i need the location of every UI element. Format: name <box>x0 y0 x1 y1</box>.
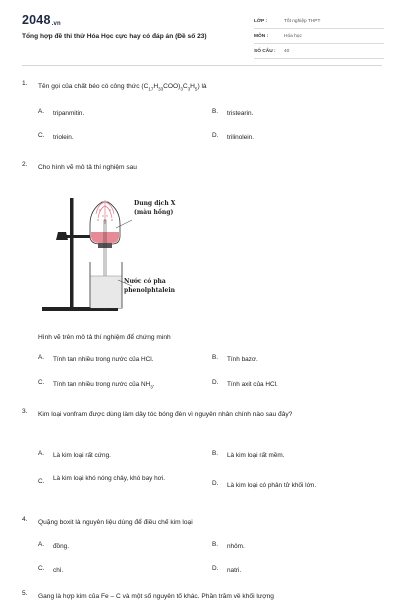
option-a[interactable]: A. đồng. <box>38 541 69 550</box>
option-d[interactable]: D. Tính axit của HCl. <box>212 379 278 388</box>
question-number: 5. <box>22 590 28 597</box>
stopper <box>98 243 112 248</box>
option-b[interactable]: B. nhôm. <box>212 541 245 550</box>
meta-label: MÔN : <box>254 33 269 39</box>
exam-meta <box>254 14 384 59</box>
meta-value: Tốt nghiệp THPT <box>284 18 321 24</box>
meta-row-count <box>254 44 384 59</box>
meta-value: Hóa học <box>284 33 302 39</box>
question-number: 1. <box>22 80 28 87</box>
document-header <box>0 0 400 62</box>
question-text: Kim loại vonfram được dùng làm dây tóc bóng đèn vì nguyên nhân chính nào sau đây? <box>38 411 293 418</box>
option-c[interactable]: C. chì. <box>38 565 64 574</box>
label-pink: (màu hồng) <box>134 209 174 216</box>
question-text: Gang là hợp kim của Fe – C và một số nguyên tố khác. Phần trăm về khối lượng <box>38 593 274 600</box>
pink-solution <box>91 232 119 243</box>
label-solution-x: Dung dịch X <box>134 200 176 207</box>
label-phenolphthalein: phenolphtalein <box>124 287 175 294</box>
question-1 <box>22 80 384 160</box>
logo-domain: .vn <box>51 21 61 27</box>
option-c[interactable]: C. Tính tan nhiều trong nước của $NH_3$. <box>38 379 155 390</box>
question-number: 2. <box>22 161 28 168</box>
option-a[interactable]: A. Tính tan nhiều trong nước của HCl. <box>38 354 154 363</box>
label-water: Nước có pha <box>124 278 166 285</box>
page-title: Tổng hợp đề thi thử Hóa Học cực hay có đáp án (Đề số 23) <box>22 33 207 40</box>
option-a[interactable]: A. tripanmitin. <box>38 108 85 117</box>
question-2-prompt <box>22 331 384 345</box>
option-d[interactable]: D. natri. <box>212 565 242 574</box>
question-5 <box>22 590 384 603</box>
meta-label: LỚP : <box>254 18 268 24</box>
meta-row-subject <box>254 29 384 44</box>
beaker-water <box>91 276 122 308</box>
logo-text: 2048 <box>22 13 51 27</box>
option-a[interactable]: A. Là kim loại rất cứng. <box>38 450 111 459</box>
option-d[interactable]: D. trilinolein. <box>212 132 254 141</box>
question-number: 3. <box>22 408 28 415</box>
stand-pole <box>70 198 74 308</box>
option-c[interactable]: C. Là kim loại khó nóng chảy, khó bay hơi. <box>38 475 166 485</box>
option-d[interactable]: D. Là kim loại có phân tử khối lớn. <box>212 480 317 489</box>
clamp-knob <box>56 232 68 240</box>
question-4 <box>22 516 384 530</box>
meta-row-class <box>254 14 384 29</box>
option-b[interactable]: B. tristearin. <box>212 108 254 117</box>
option-b[interactable]: B. Tính bazơ. <box>212 354 258 363</box>
question-text: Quặng boxit là nguyên liệu dùng để điều chế kim loại <box>38 519 193 526</box>
option-b[interactable]: B. Là kim loại rất mềm. <box>212 450 285 459</box>
meta-label: SỐ CÂU : <box>254 48 276 54</box>
option-c[interactable]: C. triolein. <box>38 132 74 141</box>
header-divider <box>22 65 382 66</box>
question-number: 4. <box>22 516 28 523</box>
experiment-figure <box>40 180 210 315</box>
apparatus-drawing <box>40 180 210 315</box>
question-text: Hình vẽ trên mô tả thí nghiệm để chứng minh <box>38 334 171 341</box>
question-3 <box>22 408 384 436</box>
question-text: Tên gọi của chất béo có công thức $(C_{17}H_{33}COO)_3C_3H_5$) là <box>38 83 207 92</box>
question-2 <box>22 161 384 175</box>
question-text: Cho hình vẽ mô tả thí nghiệm sau <box>38 164 137 171</box>
meta-value: 40 <box>284 48 290 54</box>
site-logo[interactable] <box>22 13 61 27</box>
